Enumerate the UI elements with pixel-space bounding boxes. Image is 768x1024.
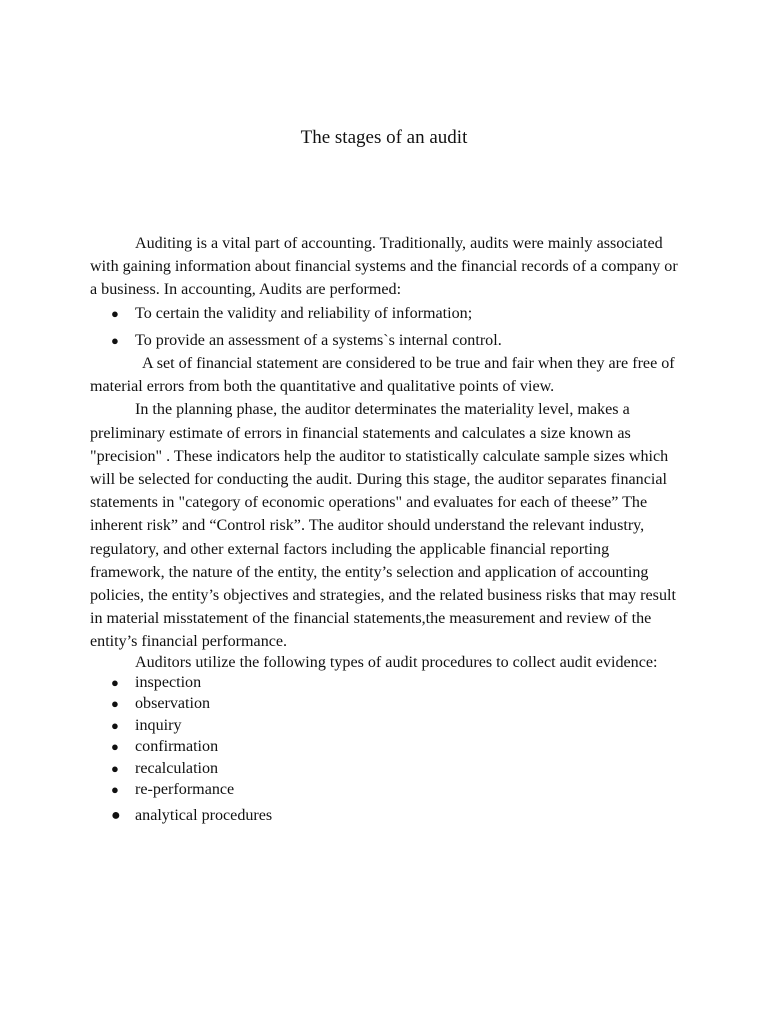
true-fair-paragraph: A set of financial statement are considered to be true and fair when they are free of material errors from both the quantitative and qualitative points of view. [90, 355, 675, 396]
list-item [90, 672, 682, 694]
list-item-text: To certain the validity and reliability of information; [135, 304, 473, 322]
list-item-text: inquiry [135, 716, 182, 734]
list-item-text: observation [135, 695, 211, 713]
list-item-text: re-performance [135, 781, 235, 799]
list-item [90, 736, 682, 758]
bullet-icon: ● [111, 760, 119, 776]
list-item [90, 779, 682, 801]
planning-paragraph: In the planning phase, the auditor determinates the materiality level, makes a preliminary estimate of errors in financial statements and calculates a size known as "precision" . These indicators help the auditor to statistically calculate sample sizes which will be selected for conducting the audit. During this stage, the auditor separates financial statements in "category of economic operations" and evaluates for each of theese” The inherent risk” and “Control risk”. The auditor should understand the relevant industry, regulatory, and other external factors including the applicable financial reporting framework, the nature of the entity, the entity’s selection and application of accounting policies, the entity’s objectives and strategies, and the related business risks that may result in material misstatement of the financial statements,the measurement and review of the entity’s financial performance. [90, 401, 676, 651]
list-item [90, 693, 682, 715]
bullet-icon: ● [111, 782, 119, 798]
bullet-icon: ● [111, 332, 119, 348]
purposes-list [90, 302, 682, 352]
list-item-text: To provide an assessment of a systems`s internal control. [135, 331, 502, 349]
list-item [90, 329, 682, 352]
list-item [90, 758, 682, 780]
intro-paragraph: Auditing is a vital part of accounting. Traditionally, audits were mainly associated with gaining information about financial systems and the financial records of a company or a business. In accounting, Audits are performed: [90, 235, 678, 299]
bullet-icon: ● [111, 674, 119, 690]
page-title: The stages of an audit [300, 127, 468, 148]
procedures-list [90, 672, 682, 827]
list-item [90, 715, 682, 737]
document-body [90, 232, 682, 826]
list-item [90, 805, 682, 827]
list-item-text: recalculation [135, 759, 219, 777]
bullet-icon: ● [111, 717, 119, 733]
bullet-icon: ● [111, 696, 119, 712]
list-item-text: analytical procedures [135, 806, 273, 824]
bullet-icon: ● [111, 806, 121, 824]
list-item-text: confirmation [135, 738, 219, 756]
procedures-intro-paragraph: Auditors utilize the following types of audit procedures to collect audit evidence: [135, 653, 658, 671]
bullet-icon: ● [111, 305, 119, 321]
list-item [90, 302, 682, 325]
bullet-icon: ● [111, 739, 119, 755]
list-item-text: inspection [135, 673, 202, 691]
